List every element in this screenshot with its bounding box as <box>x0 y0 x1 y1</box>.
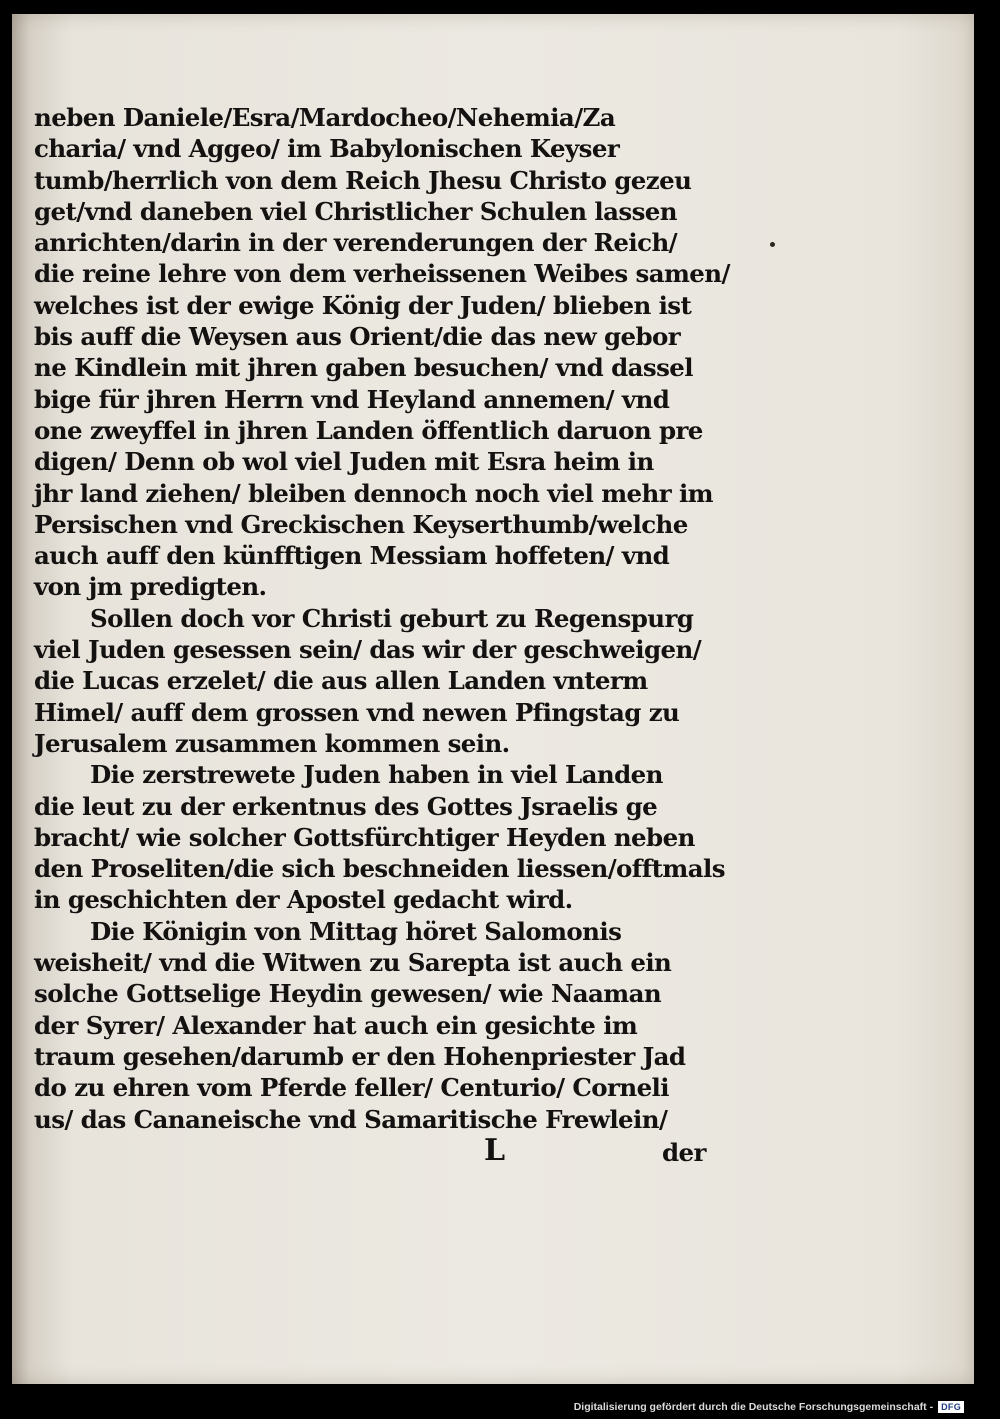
text-line-2: charia/ vnd Aggeo/ im Babylonischen Keyser <box>34 134 620 164</box>
text-line-18: viel Juden gesessen sein/ das wir der geschweigen/ <box>34 635 702 665</box>
signature-mark: L <box>484 1132 505 1168</box>
text-line-22: Die zerstrewete Juden haben in viel Landen <box>90 760 663 790</box>
text-line-21: Jerusalem zusammen kommen sein. <box>34 728 510 758</box>
text-line-29: solche Gottselige Heydin gewesen/ wie Naaman <box>34 979 662 1009</box>
text-line-31: traum gesehen/darumb er den Hohenpriester Jad <box>34 1041 686 1071</box>
text-line-20: Himel/ auff dem grossen vnd newen Pfingstag zu <box>34 697 680 727</box>
text-line-6: die reine lehre von dem verheissenen Weibes samen/ <box>34 259 730 289</box>
text-line-19: die Lucas erzelet/ die aus allen Landen vnterm <box>34 666 648 696</box>
text-line-14: Persischen vnd Greckischen Keyserthumb/welche <box>34 509 688 539</box>
text-line-13: jhr land ziehen/ bleiben dennoch noch viel mehr im <box>34 478 713 508</box>
ink-spot <box>770 242 775 247</box>
funding-credit-text: Digitalisierung gefördert durch die Deutsche Forschungsgemeinschaft - <box>573 1401 934 1413</box>
text-line-11: one zweyffel in jhren Landen öffentlich daruon pre <box>34 415 703 445</box>
text-line-16: von jm predigten. <box>34 572 267 602</box>
text-line-26: in geschichten der Apostel gedacht wird. <box>34 885 573 915</box>
text-line-32: do zu ehren vom Pferde feller/ Centurio/ Corneli <box>34 1073 669 1103</box>
text-line-25: den Proseliten/die sich beschneiden liessen/offtmals <box>34 854 725 884</box>
text-line-24: bracht/ wie solcher Gottsfürchtiger Heyden neben <box>34 822 695 852</box>
dfg-logo: DFG <box>938 1401 964 1413</box>
text-line-5: anrichten/darin in der verenderungen der Reich/ <box>34 228 678 258</box>
text-line-3: tumb/herrlich von dem Reich Jhesu Christo gezeu <box>34 165 692 195</box>
text-line-8: bis auff die Weysen aus Orient/die das new gebor <box>34 322 681 352</box>
text-line-7: welches ist der ewige König der Juden/ blieben ist <box>34 290 692 320</box>
text-line-17: Sollen doch vor Christi geburt zu Regenspurg <box>90 603 694 633</box>
text-line-30: der Syrer/ Alexander hat auch ein gesichte im <box>34 1010 638 1040</box>
text-line-27: Die Königin von Mittag höret Salomonis <box>90 916 622 946</box>
text-line-23: die leut zu der erkentnus des Gottes Jsraelis ge <box>34 791 658 821</box>
text-line-33: us/ das Cananeische vnd Samaritische Frewlein/ <box>34 1104 668 1134</box>
text-line-12: digen/ Denn ob wol viel Juden mit Esra heim in <box>34 447 654 477</box>
funding-credit <box>574 1401 964 1413</box>
text-line-28: weisheit/ vnd die Witwen zu Sarepta ist auch ein <box>34 948 672 978</box>
text-line-4: get/vnd daneben viel Christlicher Schulen lassen <box>34 196 677 226</box>
text-line-1: neben Daniele/Esra/Mardocheo/Nehemia/Za <box>34 103 616 132</box>
catchword: der <box>662 1137 706 1167</box>
book-page <box>12 14 974 1384</box>
page-text <box>34 102 734 1171</box>
text-line-15: auch auff den künfftigen Messiam hoffeten/ vnd <box>34 541 670 571</box>
page-foot-row <box>34 1132 734 1171</box>
text-line-10: bige für jhren Herrn vnd Heyland annemen/ vnd <box>34 384 670 414</box>
text-line-9: ne Kindlein mit jhren gaben besuchen/ vnd dassel <box>34 353 694 383</box>
